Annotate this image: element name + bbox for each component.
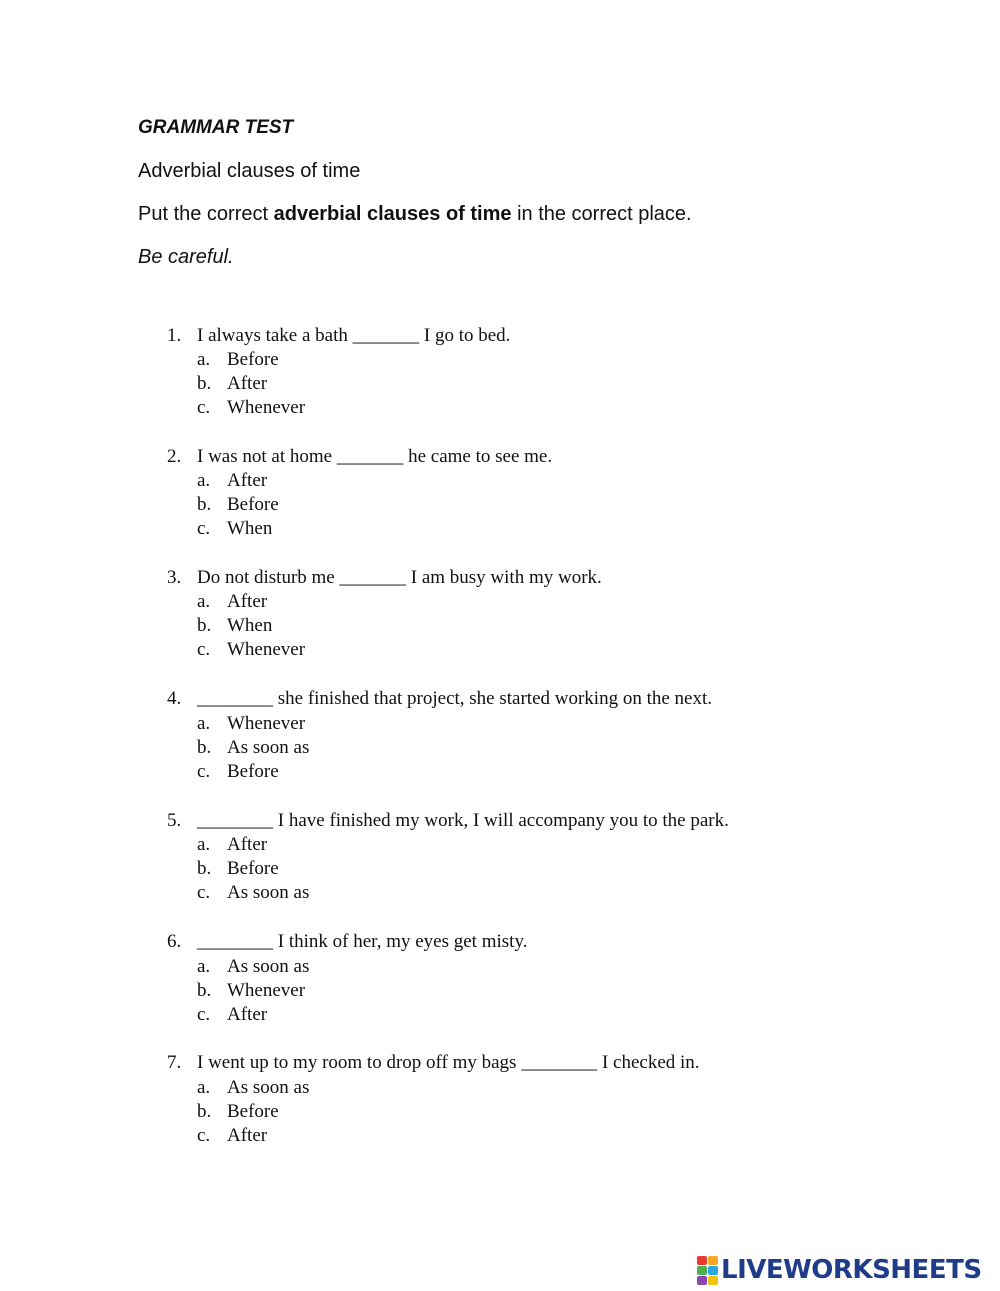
- option-label[interactable]: Before: [227, 1101, 279, 1122]
- option-label[interactable]: After: [227, 1004, 268, 1025]
- page-subtitle: Adverbial clauses of time: [138, 160, 361, 182]
- option-letter: b.: [197, 1101, 212, 1122]
- logo-block: [708, 1276, 718, 1285]
- option-letter: c.: [197, 1125, 211, 1146]
- option-letter: b.: [197, 373, 212, 394]
- question-text: Do not disturb me _______ I am busy with my work.: [197, 567, 602, 588]
- logo-block: [697, 1256, 707, 1265]
- option-letter: a.: [197, 591, 211, 612]
- option-letter: b.: [197, 980, 212, 1001]
- option-letter: c.: [197, 639, 211, 660]
- question-number: 4.: [167, 688, 182, 709]
- option-label[interactable]: When: [227, 615, 273, 636]
- option-label[interactable]: Before: [227, 858, 279, 879]
- option-letter: a.: [197, 470, 211, 491]
- caution-text: Be careful.: [138, 246, 234, 268]
- question-text: I was not at home _______ he came to see me.: [197, 446, 553, 467]
- option-letter: a.: [197, 713, 211, 734]
- question-text: ________ she finished that project, she started working on the next.: [197, 688, 713, 709]
- logo-block: [708, 1256, 718, 1265]
- option-letter: b.: [197, 494, 212, 515]
- option-letter: b.: [197, 858, 212, 879]
- option-letter: a.: [197, 349, 211, 370]
- option-label[interactable]: Whenever: [227, 713, 306, 734]
- logo-blocks-icon: [697, 1256, 718, 1285]
- option-label[interactable]: As soon as: [227, 956, 310, 977]
- option-letter: b.: [197, 737, 212, 758]
- option-letter: c.: [197, 1004, 211, 1025]
- option-letter: a.: [197, 956, 211, 977]
- question-text: I always take a bath _______ I go to bed.: [197, 325, 511, 346]
- question-text: I went up to my room to drop off my bags ________ I checked in.: [197, 1052, 700, 1073]
- question-number: 7.: [167, 1052, 182, 1073]
- question-number: 3.: [167, 567, 182, 588]
- option-letter: a.: [197, 834, 211, 855]
- logo-block: [697, 1266, 707, 1275]
- logo-block: [708, 1266, 718, 1275]
- instruction-bold: adverbial clauses of time: [273, 203, 512, 225]
- logo-block: [697, 1276, 707, 1285]
- liveworksheets-logo: [697, 1254, 982, 1286]
- instruction-text: [138, 203, 692, 226]
- instruction-pre: Put the correct: [138, 203, 274, 225]
- option-label[interactable]: As soon as: [227, 882, 310, 903]
- option-label[interactable]: After: [227, 834, 268, 855]
- option-label[interactable]: After: [227, 1125, 268, 1146]
- question-text: ________ I have finished my work, I will accompany you to the park.: [197, 810, 729, 831]
- option-label[interactable]: As soon as: [227, 737, 310, 758]
- option-label[interactable]: Before: [227, 349, 279, 370]
- question-number: 6.: [167, 931, 182, 952]
- option-label[interactable]: Whenever: [227, 639, 306, 660]
- option-letter: b.: [197, 615, 212, 636]
- option-label[interactable]: Before: [227, 761, 279, 782]
- logo-text: LIVEWORKSHEETS: [721, 1255, 982, 1285]
- option-letter: a.: [197, 1077, 211, 1098]
- option-label[interactable]: As soon as: [227, 1077, 310, 1098]
- option-letter: c.: [197, 882, 211, 903]
- option-label[interactable]: After: [227, 373, 268, 394]
- instruction-post: in the correct place.: [511, 203, 692, 225]
- question-number: 2.: [167, 446, 182, 467]
- question-number: 1.: [167, 325, 182, 346]
- option-label[interactable]: When: [227, 518, 273, 539]
- option-label[interactable]: Whenever: [227, 397, 306, 418]
- option-letter: c.: [197, 761, 211, 782]
- option-label[interactable]: Before: [227, 494, 279, 515]
- option-letter: c.: [197, 518, 211, 539]
- page-title: GRAMMAR TEST: [138, 117, 294, 138]
- option-label[interactable]: After: [227, 591, 268, 612]
- option-label[interactable]: After: [227, 470, 268, 491]
- question-number: 5.: [167, 810, 182, 831]
- option-letter: c.: [197, 397, 211, 418]
- question-text: ________ I think of her, my eyes get misty.: [197, 931, 528, 952]
- option-label[interactable]: Whenever: [227, 980, 306, 1001]
